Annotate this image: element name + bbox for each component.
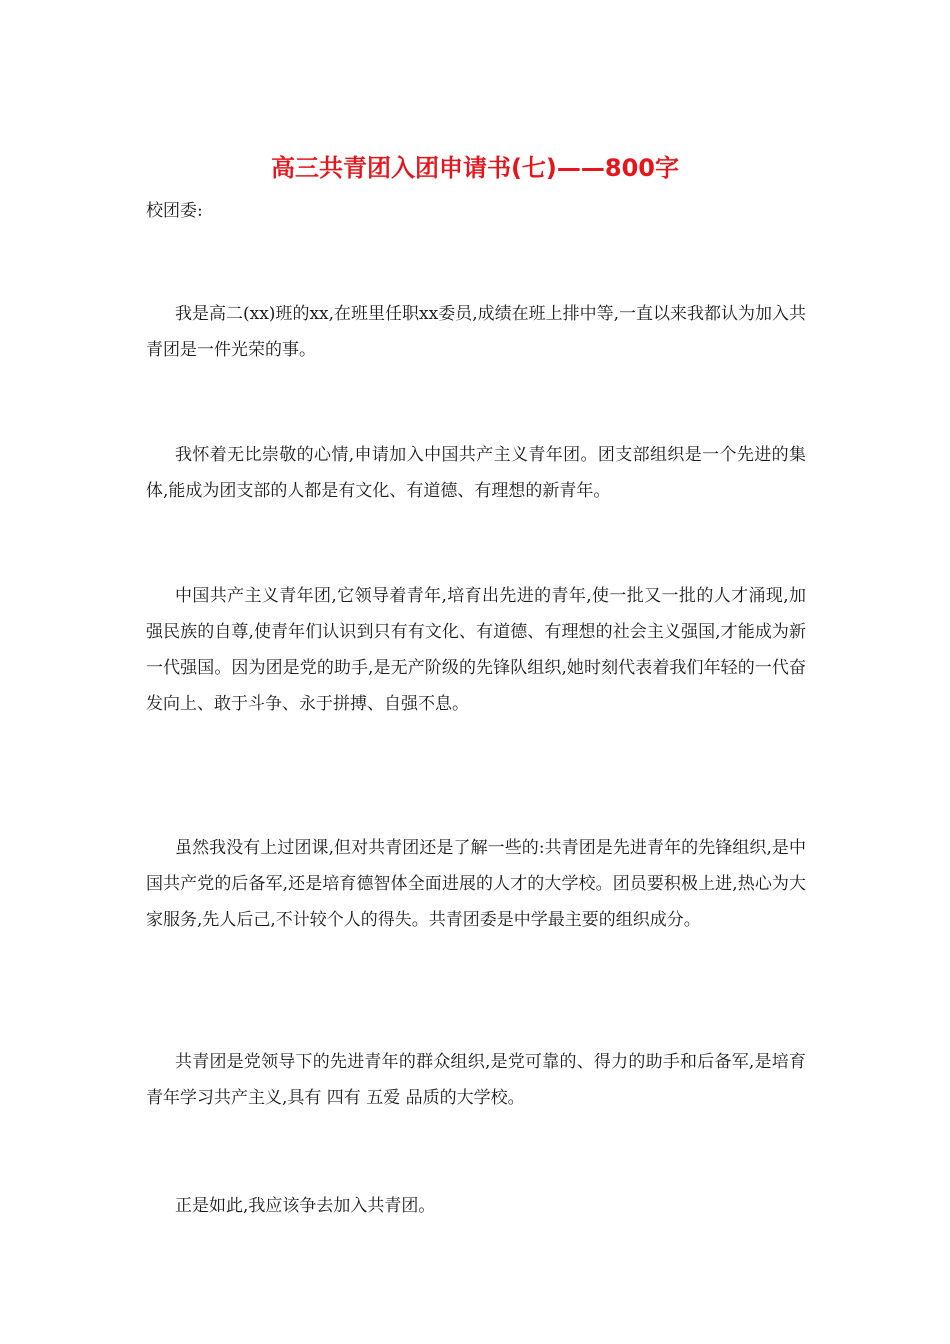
paragraph: 虽然我没有上过团课,但对共青团还是了解一些的:共青团是先进青年的先锋组织,是中国共产党的后备军,还是培育德智体全面进展的人才的大学校。团员要积极上进,热心为大家服务,先人后己,不计较个人的得失。共青团委是中学最主要的组织成分。 (146, 838, 806, 930)
paragraph: 我怀着无比崇敬的心情,申请加入中国共产主义青年团。团支部组织是一个先进的集体,能成为团支部的人都是有文化、有道德、有理想的新青年。 (146, 445, 806, 501)
paragraph: 正是如此,我应该争去加入共青团。 (175, 1196, 436, 1216)
paragraph: 中国共产主义青年团,它领导着青年,培育出先进的青年,使一批又一批的人才涌现,加强民族的自尊,使青年们认识到只有有文化、有道德、有理想的社会主义强国,才能成为新一代强国。因为团是党的助手,是无产阶级的先锋队组织,她时刻代表着我们年轻的一代奋发向上、敢于斗争、永于拼搏、自强不息。 (146, 586, 806, 714)
paragraph: 共青团是党领导下的先进青年的群众组织,是党可靠的、得力的助手和后备军,是培育青年学习共产主义,具有 四有 五爱 品质的大学校。 (146, 1052, 806, 1108)
document-title: 高三共青团入团申请书(七)——800字 (270, 154, 680, 182)
paragraph: 我是高二(xx)班的xx,在班里任职xx委员,成绩在班上排中等,一直以来我都认为加入共青团是一件光荣的事。 (146, 304, 806, 360)
salutation: 校团委: (146, 201, 203, 221)
